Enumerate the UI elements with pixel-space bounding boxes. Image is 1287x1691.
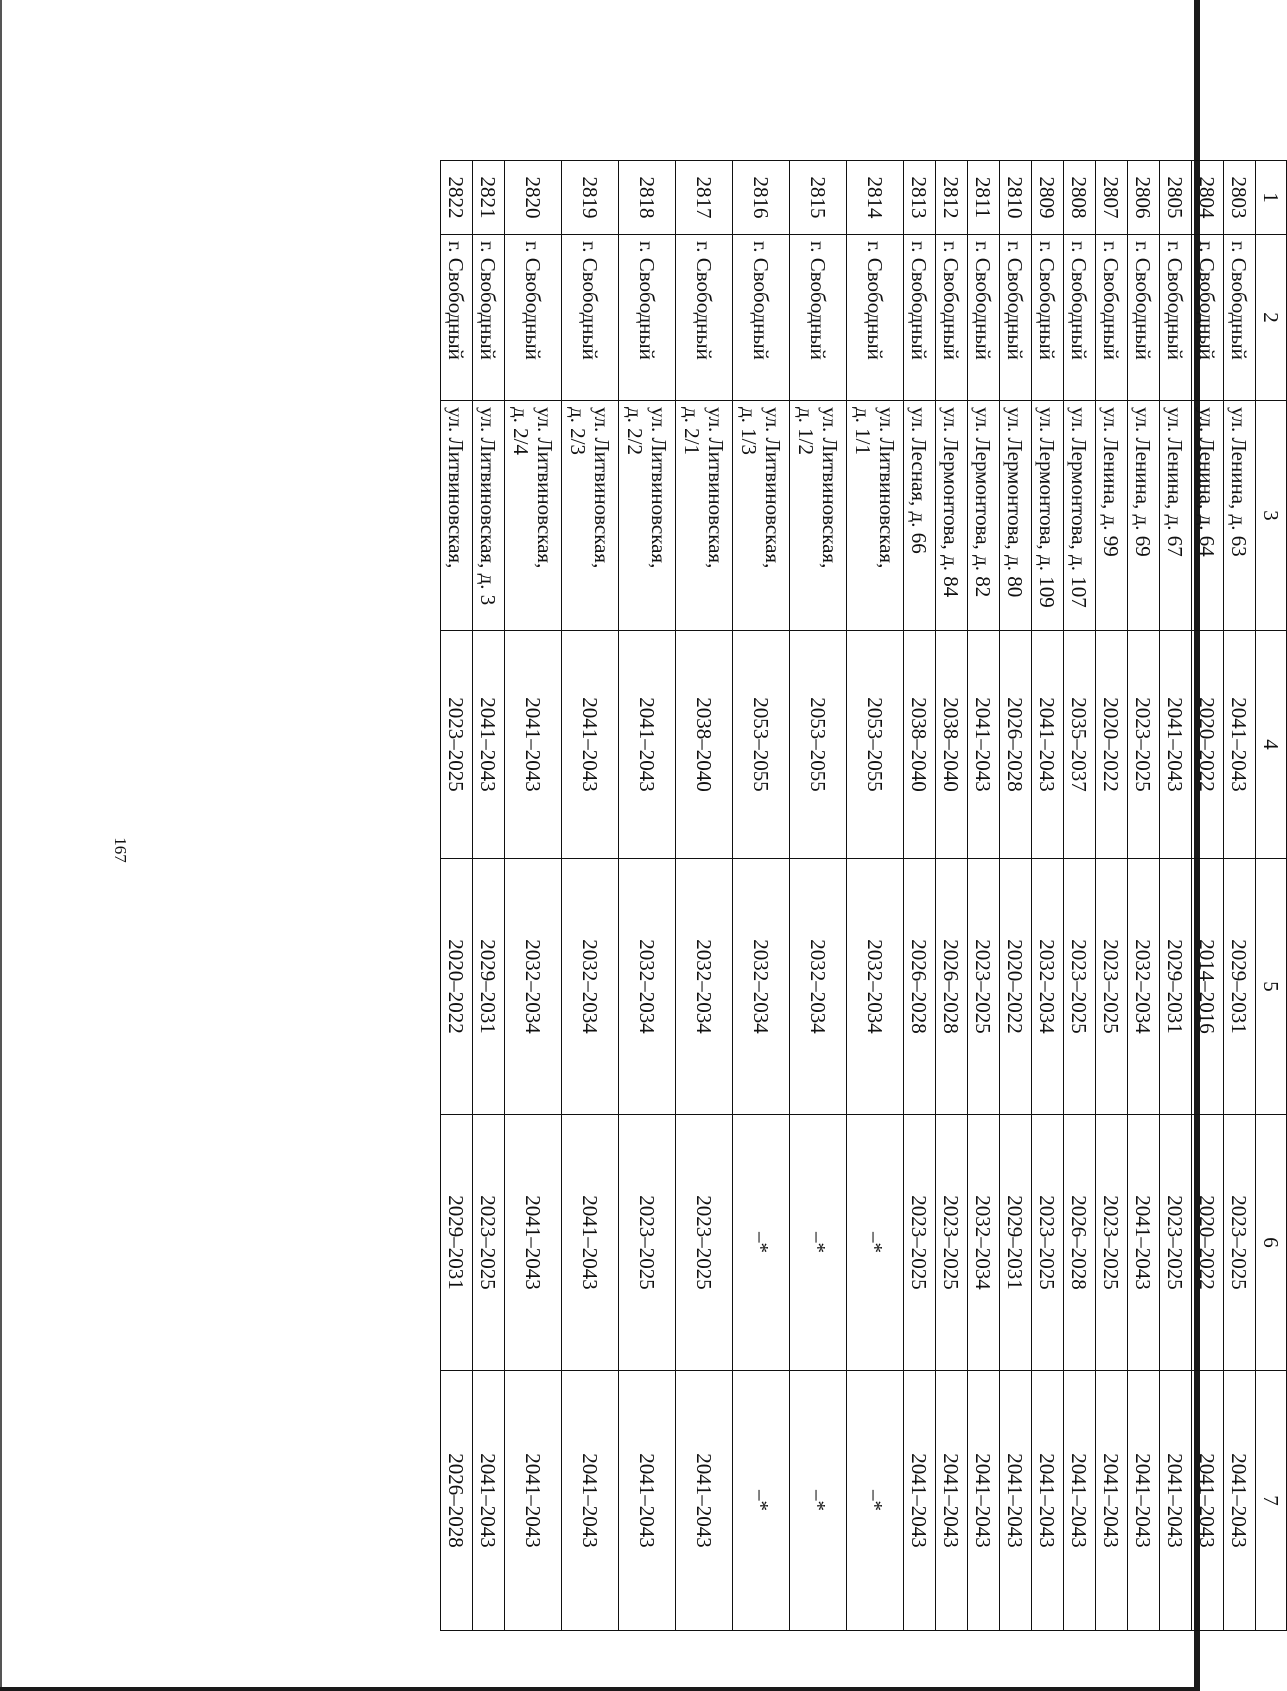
period-col6-cell: 2023–2025: [1096, 1115, 1128, 1371]
period-col5-cell: 2029–2031: [1224, 859, 1256, 1115]
period-col5-cell: 2032–2034: [562, 859, 619, 1115]
address-line: ул. Литвиновская,: [590, 407, 614, 569]
table-row: [936, 161, 968, 1631]
period-col7-cell: 2041–2043: [904, 1371, 936, 1631]
period-col4-cell: 2023–2025: [1128, 631, 1160, 859]
column-header-7: 7: [1256, 1371, 1287, 1631]
table-row: [1064, 161, 1096, 1631]
city-cell: г. Свободный: [1096, 235, 1128, 401]
address-line: д. 2/1: [680, 407, 704, 456]
period-col5-cell: 2032–2034: [790, 859, 847, 1115]
row-number-cell: 2805: [1160, 161, 1192, 235]
address-cell: [441, 401, 473, 631]
city-cell: г. Свободный: [505, 235, 562, 401]
period-col7-cell: 2041–2043: [619, 1371, 676, 1631]
row-number-cell: 2809: [1032, 161, 1064, 235]
period-col5-cell: 2032–2034: [733, 859, 790, 1115]
period-col7-cell: 2041–2043: [1224, 1371, 1256, 1631]
period-col6-cell: 2023–2025: [904, 1115, 936, 1371]
period-col6-cell: 2041–2043: [562, 1115, 619, 1371]
period-col5-cell: 2023–2025: [1096, 859, 1128, 1115]
period-col7-cell: 2041–2043: [1096, 1371, 1128, 1631]
period-col6-cell: –*: [733, 1115, 790, 1371]
table-row: [1160, 161, 1192, 1631]
period-col4-cell: 2023–2025: [441, 631, 473, 859]
period-col6-cell: 2023–2025: [936, 1115, 968, 1371]
period-col5-cell: 2014–2016: [1192, 859, 1224, 1115]
period-col6-cell: 2023–2025: [1032, 1115, 1064, 1371]
column-header-3: 3: [1256, 401, 1287, 631]
table-row: [1224, 161, 1256, 1631]
period-col5-cell: 2032–2034: [619, 859, 676, 1115]
period-col7-cell: 2041–2043: [936, 1371, 968, 1631]
period-col7-cell: 2041–2043: [968, 1371, 1000, 1631]
address-line: ул. Литвиновская,: [647, 407, 671, 569]
header-row: [1256, 161, 1287, 1631]
period-col7-cell: 2041–2043: [1192, 1371, 1224, 1631]
address-cell: [1160, 401, 1192, 631]
city-cell: г. Свободный: [562, 235, 619, 401]
address-cell: [505, 401, 562, 631]
address-cell: [1192, 401, 1224, 631]
address-line: ул. Ленина, д. 99: [1099, 407, 1124, 557]
city-cell: г. Свободный: [968, 235, 1000, 401]
city-cell: г. Свободный: [936, 235, 968, 401]
period-col4-cell: 2041–2043: [562, 631, 619, 859]
table-row: [847, 161, 904, 1631]
scan-edge-bottom: [0, 1687, 1200, 1691]
row-number-cell: 2822: [441, 161, 473, 235]
row-number-cell: 2821: [473, 161, 505, 235]
city-cell: г. Свободный: [1032, 235, 1064, 401]
address-line: ул. Литвиновская, д. 3: [476, 407, 501, 606]
address-line: ул. Ленина, д. 67: [1163, 407, 1188, 557]
table-row: [619, 161, 676, 1631]
row-number-cell: 2820: [505, 161, 562, 235]
address-line: д. 2/4: [509, 407, 533, 456]
period-col4-cell: 2026–2028: [1000, 631, 1032, 859]
address-cell: [619, 401, 676, 631]
city-cell: г. Свободный: [1000, 235, 1032, 401]
address-line: ул. Ленина, д. 64: [1195, 407, 1220, 557]
period-col6-cell: –*: [790, 1115, 847, 1371]
period-col6-cell: 2023–2025: [1160, 1115, 1192, 1371]
row-number-cell: 2807: [1096, 161, 1128, 235]
period-col5-cell: 2023–2025: [1064, 859, 1096, 1115]
address-line: ул. Лермонтова, д. 109: [1035, 407, 1060, 608]
period-col5-cell: 2032–2034: [1128, 859, 1160, 1115]
period-col5-cell: 2020–2022: [1000, 859, 1032, 1115]
address-cell: [1224, 401, 1256, 631]
period-col7-cell: –*: [733, 1371, 790, 1631]
period-col4-cell: 2035–2037: [1064, 631, 1096, 859]
period-col4-cell: 2053–2055: [733, 631, 790, 859]
address-cell: [733, 401, 790, 631]
period-col4-cell: 2053–2055: [790, 631, 847, 859]
address-cell: [473, 401, 505, 631]
period-col6-cell: 2041–2043: [1128, 1115, 1160, 1371]
period-col7-cell: 2041–2043: [473, 1371, 505, 1631]
table-row: [904, 161, 936, 1631]
address-cell: [847, 401, 904, 631]
address-cell: [968, 401, 1000, 631]
period-col4-cell: 2038–2040: [904, 631, 936, 859]
row-number-cell: 2811: [968, 161, 1000, 235]
period-col6-cell: 2023–2025: [676, 1115, 733, 1371]
period-col4-cell: 2038–2040: [936, 631, 968, 859]
period-col5-cell: 2026–2028: [904, 859, 936, 1115]
period-col6-cell: 2023–2025: [1224, 1115, 1256, 1371]
city-cell: г. Свободный: [847, 235, 904, 401]
period-col6-cell: 2023–2025: [619, 1115, 676, 1371]
address-line: ул. Литвиновская,: [875, 407, 899, 569]
address-cell: [562, 401, 619, 631]
column-header-2: 2: [1256, 235, 1287, 401]
table-row: [1192, 161, 1224, 1631]
address-line: ул. Лесная, д. 66: [907, 407, 932, 554]
period-col7-cell: –*: [790, 1371, 847, 1631]
address-line: ул. Литвиновская,: [818, 407, 842, 569]
period-col5-cell: 2032–2034: [1032, 859, 1064, 1115]
period-col5-cell: 2032–2034: [847, 859, 904, 1115]
row-number-cell: 2818: [619, 161, 676, 235]
address-line: д. 1/2: [794, 407, 818, 456]
period-col7-cell: –*: [847, 1371, 904, 1631]
address-cell: [1064, 401, 1096, 631]
period-col4-cell: 2041–2043: [1224, 631, 1256, 859]
period-col4-cell: 2041–2043: [619, 631, 676, 859]
address-line: д. 2/3: [566, 407, 590, 456]
address-line: ул. Лермонтова, д. 107: [1067, 407, 1092, 608]
table-row: [1128, 161, 1160, 1631]
address-cell: [790, 401, 847, 631]
address-line: ул. Лермонтова, д. 80: [1003, 407, 1028, 598]
city-cell: г. Свободный: [1192, 235, 1224, 401]
period-col5-cell: 2026–2028: [936, 859, 968, 1115]
table-row: [968, 161, 1000, 1631]
city-cell: г. Свободный: [441, 235, 473, 401]
table-row: [1032, 161, 1064, 1631]
period-col6-cell: 2032–2034: [968, 1115, 1000, 1371]
row-number-cell: 2808: [1064, 161, 1096, 235]
city-cell: г. Свободный: [1160, 235, 1192, 401]
city-cell: г. Свободный: [619, 235, 676, 401]
address-line: д. 2/2: [623, 407, 647, 456]
address-line: ул. Литвиновская,: [761, 407, 785, 569]
period-col5-cell: 2029–2031: [1160, 859, 1192, 1115]
period-col4-cell: 2053–2055: [847, 631, 904, 859]
period-col5-cell: 2032–2034: [505, 859, 562, 1115]
table-row: [790, 161, 847, 1631]
address-line: ул. Лермонтова, д. 84: [939, 407, 964, 598]
period-col4-cell: 2020–2022: [1192, 631, 1224, 859]
address-line: д. 1/3: [737, 407, 761, 456]
address-line: ул. Ленина, д. 69: [1131, 407, 1156, 557]
scan-edge-left: [0, 0, 2, 1691]
table-row: [505, 161, 562, 1631]
row-number-cell: 2812: [936, 161, 968, 235]
row-number-cell: 2815: [790, 161, 847, 235]
period-col4-cell: 2038–2040: [676, 631, 733, 859]
city-cell: г. Свободный: [1224, 235, 1256, 401]
period-col6-cell: –*: [847, 1115, 904, 1371]
address-line: ул. Ленина, д. 63: [1227, 407, 1252, 557]
period-col7-cell: 2041–2043: [1064, 1371, 1096, 1631]
row-number-cell: 2810: [1000, 161, 1032, 235]
period-col4-cell: 2041–2043: [1160, 631, 1192, 859]
period-col7-cell: 2041–2043: [1160, 1371, 1192, 1631]
address-cell: [1096, 401, 1128, 631]
address-line: ул. Литвиновская,: [533, 407, 557, 569]
address-cell: [904, 401, 936, 631]
city-cell: г. Свободный: [473, 235, 505, 401]
period-col7-cell: 2041–2043: [562, 1371, 619, 1631]
address-line: ул. Литвиновская,: [444, 407, 469, 569]
period-col7-cell: 2041–2043: [505, 1371, 562, 1631]
address-cell: [1128, 401, 1160, 631]
table-body: [441, 161, 1256, 1631]
period-col5-cell: 2023–2025: [968, 859, 1000, 1115]
table-row: [473, 161, 505, 1631]
period-col7-cell: 2041–2043: [1032, 1371, 1064, 1631]
period-col4-cell: 2041–2043: [505, 631, 562, 859]
table-row: [1096, 161, 1128, 1631]
table-row: [1000, 161, 1032, 1631]
period-col6-cell: 2029–2031: [441, 1115, 473, 1371]
page-number: 167: [111, 837, 130, 863]
column-header-6: 6: [1256, 1115, 1287, 1371]
row-number-cell: 2806: [1128, 161, 1160, 235]
row-number-cell: 2804: [1192, 161, 1224, 235]
city-cell: г. Свободный: [1128, 235, 1160, 401]
city-cell: г. Свободный: [1064, 235, 1096, 401]
address-cell: [1032, 401, 1064, 631]
address-line: ул. Литвиновская,: [704, 407, 728, 569]
city-cell: г. Свободный: [733, 235, 790, 401]
city-cell: г. Свободный: [676, 235, 733, 401]
city-cell: г. Свободный: [904, 235, 936, 401]
address-cell: [936, 401, 968, 631]
address-line: ул. Лермонтова, д. 82: [971, 407, 996, 598]
address-cell: [676, 401, 733, 631]
period-col4-cell: 2020–2022: [1096, 631, 1128, 859]
rotated-table-container: [405, 160, 1287, 1630]
period-col4-cell: 2041–2043: [968, 631, 1000, 859]
period-col6-cell: 2023–2025: [473, 1115, 505, 1371]
period-col7-cell: 2041–2043: [1000, 1371, 1032, 1631]
row-number-cell: 2813: [904, 161, 936, 235]
city-cell: г. Свободный: [790, 235, 847, 401]
row-number-cell: 2817: [676, 161, 733, 235]
period-col5-cell: 2029–2031: [473, 859, 505, 1115]
schedule-table: [440, 160, 1287, 1631]
row-number-cell: 2816: [733, 161, 790, 235]
row-number-cell: 2803: [1224, 161, 1256, 235]
column-header-5: 5: [1256, 859, 1287, 1115]
period-col6-cell: 2020–2022: [1192, 1115, 1224, 1371]
period-col6-cell: 2026–2028: [1064, 1115, 1096, 1371]
period-col4-cell: 2041–2043: [1032, 631, 1064, 859]
table-row: [733, 161, 790, 1631]
period-col4-cell: 2041–2043: [473, 631, 505, 859]
address-cell: [1000, 401, 1032, 631]
period-col6-cell: 2029–2031: [1000, 1115, 1032, 1371]
address-line: д. 1/1: [851, 407, 875, 456]
period-col6-cell: 2041–2043: [505, 1115, 562, 1371]
table-row: [676, 161, 733, 1631]
row-number-cell: 2814: [847, 161, 904, 235]
column-header-4: 4: [1256, 631, 1287, 859]
period-col7-cell: 2041–2043: [676, 1371, 733, 1631]
period-col5-cell: 2020–2022: [441, 859, 473, 1115]
table-row: [562, 161, 619, 1631]
row-number-cell: 2819: [562, 161, 619, 235]
period-col7-cell: 2041–2043: [1128, 1371, 1160, 1631]
table-row: [441, 161, 473, 1631]
period-col7-cell: 2026–2028: [441, 1371, 473, 1631]
column-header-1: 1: [1256, 161, 1287, 235]
period-col5-cell: 2032–2034: [676, 859, 733, 1115]
